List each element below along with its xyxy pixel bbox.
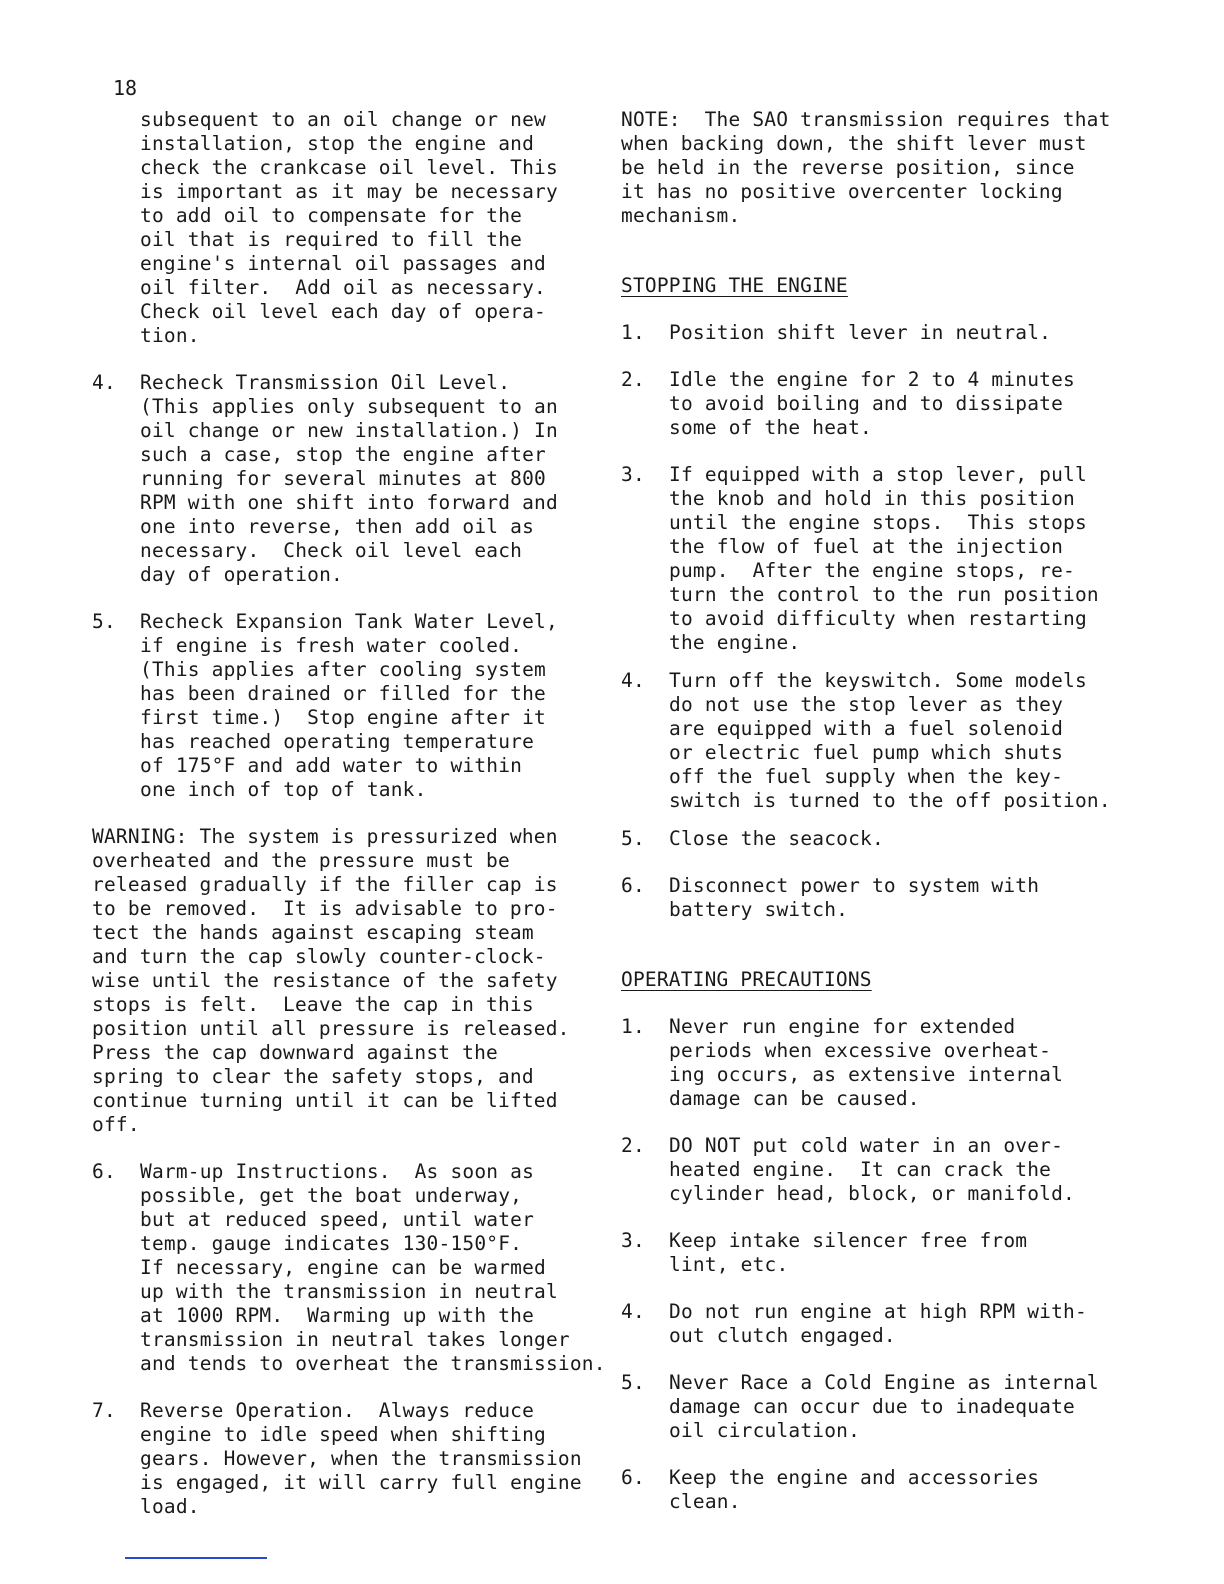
text-line: the engine. xyxy=(669,631,801,654)
text-line: If necessary, engine can be warmed xyxy=(140,1256,546,1279)
text-line: one into reverse, then add oil as xyxy=(140,515,535,538)
text-line: cylinder head, block, or manifold. xyxy=(669,1182,1075,1205)
text-line: (This applies only subsequent to an xyxy=(140,395,558,418)
text-line: are equipped with a fuel solenoid xyxy=(669,717,1064,740)
text-line: necessary. Check oil level each xyxy=(140,539,523,562)
list-item-warm-up xyxy=(92,1160,612,1376)
text-line: off. xyxy=(92,1113,140,1136)
text-line: continue turning until it can be lifted xyxy=(92,1089,558,1112)
item-number: 5. xyxy=(621,827,645,850)
text-line: NOTE: The SAO transmission requires that xyxy=(621,108,1111,131)
text-line: Turn off the keyswitch. Some models xyxy=(669,669,1087,692)
item-number: 6. xyxy=(621,874,645,897)
text-line: Idle the engine for 2 to 4 minutes xyxy=(669,368,1075,391)
text-line: gears. However, when the transmission xyxy=(140,1447,582,1470)
text-line: If equipped with a stop lever, pull xyxy=(669,463,1087,486)
text-line: check the crankcase oil level. This xyxy=(140,156,558,179)
item-number: 3. xyxy=(621,463,645,486)
item-number: 5. xyxy=(621,1371,645,1394)
text-line: it has no positive overcenter locking xyxy=(621,180,1063,203)
text-line: battery switch. xyxy=(669,898,849,921)
text-line: when backing down, the shift lever must xyxy=(621,132,1087,155)
text-line: RPM with one shift into forward and xyxy=(140,491,558,514)
list-item xyxy=(621,827,1121,851)
text-line: has reached operating temperature xyxy=(140,730,535,753)
page-number: 18 xyxy=(113,76,138,100)
text-line: but at reduced speed, until water xyxy=(140,1208,535,1231)
right-column xyxy=(621,108,1121,1514)
text-line: load. xyxy=(140,1495,200,1518)
text-line: Do not run engine at high RPM with- xyxy=(669,1300,1087,1323)
footer-rule xyxy=(125,1557,267,1559)
text-line: oil change or new installation.) In xyxy=(140,419,558,442)
item-number: 1. xyxy=(621,321,645,344)
text-line: Never run engine for extended xyxy=(669,1015,1016,1038)
text-line: up with the transmission in neutral xyxy=(140,1280,558,1303)
text-line: position until all pressure is released. xyxy=(92,1017,570,1040)
text-line: oil that is required to fill the xyxy=(140,228,523,251)
text-line: do not use the stop lever as they xyxy=(669,693,1064,716)
list-item-expansion-tank xyxy=(92,610,612,802)
list-item xyxy=(621,1300,1121,1348)
text-line: transmission in neutral takes longer xyxy=(140,1328,570,1351)
item-number: 2. xyxy=(621,1134,645,1157)
text-line: engine's internal oil passages and xyxy=(140,252,546,275)
text-line: Recheck Expansion Tank Water Level, xyxy=(140,610,558,633)
list-item xyxy=(621,1134,1121,1206)
text-line: to add oil to compensate for the xyxy=(140,204,523,227)
text-line: DO NOT put cold water in an over- xyxy=(669,1134,1064,1157)
text-line: first time.) Stop engine after it xyxy=(140,706,546,729)
text-line: running for several minutes at 800 xyxy=(140,467,546,490)
item-number: 7. xyxy=(92,1399,116,1422)
text-line: at 1000 RPM. Warming up with the xyxy=(140,1304,535,1327)
text-line: (This applies after cooling system xyxy=(140,658,546,681)
item-number: 6. xyxy=(92,1160,116,1183)
text-line: Position shift lever in neutral. xyxy=(669,321,1052,344)
text-line: switch is turned to the off position. xyxy=(669,789,1111,812)
text-line: Keep the engine and accessories xyxy=(669,1466,1040,1489)
text-line: clean. xyxy=(669,1490,741,1513)
list-item-transmission-oil xyxy=(92,371,612,587)
list-item xyxy=(621,1371,1121,1443)
item-number: 2. xyxy=(621,368,645,391)
text-line: damage can be caused. xyxy=(669,1087,920,1110)
item-number: 6. xyxy=(621,1466,645,1489)
text-line: the flow of fuel at the injection xyxy=(669,535,1064,558)
text-line: wise until the resistance of the safety xyxy=(92,969,558,992)
text-line: periods when excessive overheat- xyxy=(669,1039,1052,1062)
text-line: some of the heat. xyxy=(669,416,872,439)
text-line: tion. xyxy=(140,324,200,347)
text-line: and tends to overheat the transmission. xyxy=(140,1352,606,1375)
text-line: is engaged, it will carry full engine xyxy=(140,1471,582,1494)
warning-paragraph xyxy=(92,825,612,1137)
text-line: engine to idle speed when shifting xyxy=(140,1423,546,1446)
text-line: to avoid boiling and to dissipate xyxy=(669,392,1064,415)
text-line: Close the seacock. xyxy=(669,827,884,850)
text-line: one inch of top of tank. xyxy=(140,778,427,801)
oil-check-continuation xyxy=(92,108,612,348)
text-line: possible, get the boat underway, xyxy=(140,1184,523,1207)
precautions-heading: OPERATING PRECAUTIONS xyxy=(621,968,872,991)
text-line: oil circulation. xyxy=(669,1419,861,1442)
list-item xyxy=(621,1229,1121,1277)
item-number: 4. xyxy=(621,1300,645,1323)
text-line: released gradually if the filler cap is xyxy=(92,873,558,896)
note-paragraph xyxy=(621,108,1121,228)
text-line: Press the cap downward against the xyxy=(92,1041,498,1064)
item-number: 5. xyxy=(92,610,116,633)
text-line: out clutch engaged. xyxy=(669,1324,896,1347)
text-line: mechanism. xyxy=(621,204,741,227)
text-line: heated engine. It can crack the xyxy=(669,1158,1052,1181)
list-item xyxy=(621,669,1121,813)
left-column xyxy=(92,108,612,1519)
text-line: damage can occur due to inadequate xyxy=(669,1395,1075,1418)
text-line: to avoid difficulty when restarting xyxy=(669,607,1087,630)
item-number: 3. xyxy=(621,1229,645,1252)
text-line: Keep intake silencer free from xyxy=(669,1229,1028,1252)
text-line: and turn the cap slowly counter-clock- xyxy=(92,945,546,968)
text-line: Reverse Operation. Always reduce xyxy=(140,1399,535,1422)
text-line: lint, etc. xyxy=(669,1253,789,1276)
text-line: subsequent to an oil change or new xyxy=(140,108,546,131)
list-item xyxy=(621,321,1121,345)
list-item xyxy=(621,874,1121,922)
list-item-reverse-operation xyxy=(92,1399,612,1519)
text-line: until the engine stops. This stops xyxy=(669,511,1087,534)
text-line: or electric fuel pump which shuts xyxy=(669,741,1064,764)
text-line: tect the hands against escaping steam xyxy=(92,921,534,944)
text-line: Check oil level each day of opera- xyxy=(140,300,546,323)
item-number: 4. xyxy=(92,371,116,394)
text-line: installation, stop the engine and xyxy=(140,132,535,155)
text-line: such a case, stop the engine after xyxy=(140,443,546,466)
text-line: if engine is fresh water cooled. xyxy=(140,634,523,657)
text-line: stops is felt. Leave the cap in this xyxy=(92,993,534,1016)
text-line: pump. After the engine stops, re- xyxy=(669,559,1075,582)
list-item xyxy=(621,1466,1121,1514)
text-line: Recheck Transmission Oil Level. xyxy=(140,371,511,394)
text-line: day of operation. xyxy=(140,563,343,586)
text-line: overheated and the pressure must be xyxy=(92,849,510,872)
text-line: ing occurs, as extensive internal xyxy=(669,1063,1064,1086)
text-line: off the fuel supply when the key- xyxy=(669,765,1064,788)
text-line: be held in the reverse position, since xyxy=(621,156,1075,179)
text-line: Never Race a Cold Engine as internal xyxy=(669,1371,1099,1394)
item-number: 1. xyxy=(621,1015,645,1038)
text-line: to be removed. It is advisable to pro- xyxy=(92,897,558,920)
text-line: is important as it may be necessary xyxy=(140,180,558,203)
list-item xyxy=(621,368,1121,440)
stopping-heading: STOPPING THE ENGINE xyxy=(621,274,848,297)
text-line: oil filter. Add oil as necessary. xyxy=(140,276,546,299)
text-line: WARNING: The system is pressurized when xyxy=(92,825,558,848)
text-line: temp. gauge indicates 130-150°F. xyxy=(140,1232,523,1255)
text-line: has been drained or filled for the xyxy=(140,682,546,705)
list-item xyxy=(621,1015,1121,1111)
list-item xyxy=(621,463,1121,655)
text-line: of 175°F and add water to within xyxy=(140,754,523,777)
text-line: the knob and hold in this position xyxy=(669,487,1075,510)
item-number: 4. xyxy=(621,669,645,692)
text-line: turn the control to the run position xyxy=(669,583,1099,606)
text-line: Disconnect power to system with xyxy=(669,874,1040,897)
text-line: Warm-up Instructions. As soon as xyxy=(140,1160,535,1183)
text-line: spring to clear the safety stops, and xyxy=(92,1065,534,1088)
